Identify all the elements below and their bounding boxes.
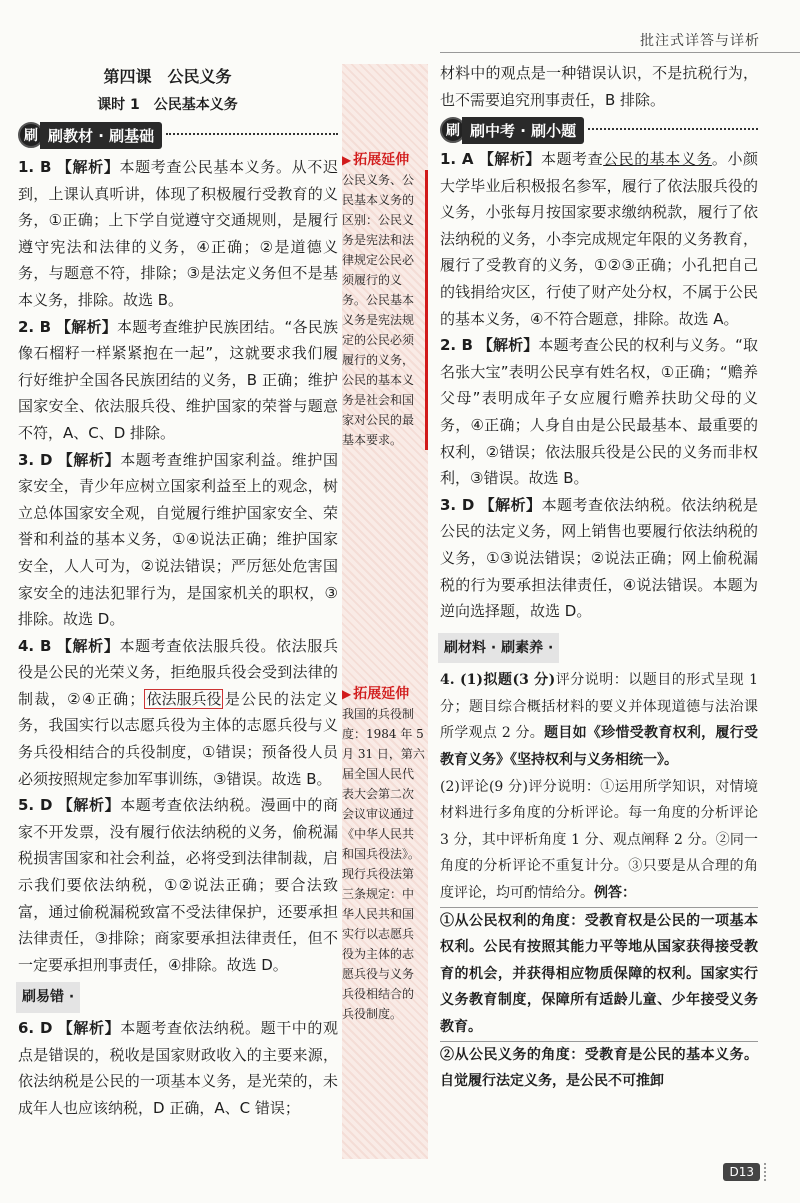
extension-title bbox=[342, 684, 428, 704]
answer-item bbox=[18, 154, 338, 314]
answer-number: 3. D bbox=[18, 450, 53, 469]
play-arrow-icon: ▶ bbox=[342, 687, 352, 701]
page-header-title: 批注式详答与详析 bbox=[640, 33, 760, 49]
answer-item bbox=[18, 1015, 338, 1121]
answer-number: 2. B bbox=[440, 336, 473, 355]
banner-divider bbox=[588, 128, 758, 132]
banner-badge: 刷 bbox=[18, 122, 44, 148]
lesson-title: 第四课 公民义务 bbox=[103, 67, 232, 86]
section-banner-textbook bbox=[18, 122, 338, 148]
analysis-tag: 【解析】 bbox=[478, 150, 541, 168]
answer-item bbox=[18, 447, 338, 633]
subsection-error-prone: 刷易错 · bbox=[16, 982, 80, 1013]
analysis-tag: 【解析】 bbox=[477, 336, 539, 355]
play-arrow-icon: ▶ bbox=[342, 153, 352, 167]
answer-item bbox=[18, 792, 338, 978]
scoring-note: 评分说明：以题目的形式呈现 1 分；题目综合概括材料的要义并体现道德与法治课所学观点 2 分。 bbox=[440, 672, 759, 742]
underlined-term: 公民的基本义务 bbox=[603, 150, 712, 168]
answer-number: 1. A bbox=[440, 150, 474, 168]
answer-text: 本题考查依法纳税。依法纳税是公民的法定义务，网上销售也要履行依法纳税的义务，①③说法错误；②说法正确；网上偷税漏税的行为要承担法律责任，④说法错误。本题为逆向选择题，故选 D。 bbox=[440, 495, 758, 621]
answer-number: 1. B bbox=[18, 158, 52, 176]
example-label: 例答： bbox=[594, 885, 636, 902]
answer-text: 本题考查维护民族团结。“各民族像石榴籽一样紧紧抱在一起”，这就要求我们履行好维护全国各民族团结的义务，B 正确；维护国家安全、依法服兵役、维护国家的荣誉与题意不符，A、C、D 排除。 bbox=[18, 317, 338, 442]
banner-title: 刷教材 · 刷基础 bbox=[40, 122, 162, 149]
answer-text: 本题考查维护国家利益。维护国家安全，青少年应树立国家利益至上的观念，树立总体国家安全观，自觉履行维护国家安全、荣誉和利益的基本义务，①④说法正确；维护国家安全，人人可为，②说法错误；严厉惩处危害国家安全的违法犯罪行为，是国家机关的职权，③排除。故选 D。 bbox=[18, 450, 338, 629]
answer-number: 4. B bbox=[18, 636, 52, 655]
answer-number: 5. D bbox=[18, 796, 53, 815]
right-answers bbox=[440, 146, 758, 1095]
banner-divider bbox=[166, 133, 338, 137]
answer-item bbox=[440, 492, 758, 625]
answer-item bbox=[440, 332, 758, 492]
answer-text: 本题考查依法纳税。漫画中的商家不开发票，没有履行依法纳税的义务，偷税漏税损害国家和社会利益，必将受到法律制裁，启示我们要依法纳税，①②说法正确；要合法致富，通过偷税漏税致富不受法律保护，还要承担法律责任，③排除；商家要承担法律责任，但不一定要承担刑事责任，④排除。故选 D。 bbox=[18, 796, 338, 974]
extension-note-1 bbox=[342, 150, 428, 450]
q4-part-1 bbox=[440, 667, 758, 773]
highlighted-term: 依法服兵役 bbox=[146, 689, 222, 708]
answer-text: 本题考查依法服兵役。依法服兵役是公民的光荣义务，拒绝服兵役会受到法律的制裁，②④正确； bbox=[18, 636, 338, 708]
header-rule bbox=[440, 52, 800, 53]
banner-title: 刷中考 · 刷小题 bbox=[462, 117, 584, 144]
sample-answer-2: ②从公民义务的角度：受教育是公民的基本义务。自觉履行法定义务，是公民不可推卸 bbox=[440, 1041, 758, 1095]
analysis-tag: 【解析】 bbox=[56, 636, 120, 655]
analysis-tag: 【解析】 bbox=[56, 158, 120, 176]
left-answers bbox=[18, 154, 338, 1121]
answer-text: 本题考查 bbox=[540, 150, 604, 168]
q4-part-2 bbox=[440, 774, 758, 907]
answer-text: 本题考查公民的权利与义务。“取名张大宝”表明公民享有姓名权，①正确；“赡养父母”表明成年子女应履行赡养扶助父母的义务，④正确；人身自由是公民最基本、最重要的权利，②错误；依法服兵役是公民的义务而非权利，③错误。故选 B。 bbox=[440, 336, 758, 488]
analysis-tag: 【解析】 bbox=[479, 495, 542, 514]
answer-number: 6. D bbox=[18, 1019, 53, 1037]
extension-body: 我国的兵役制度：1984 年 5 月 31 日，第六届全国人民代表大会第二次会议审议通过《中华人民共和国兵役法》。现行兵役法第三条规定：中华人民共和国实行以志愿兵役为主体的志愿兵役与义务兵役相结合的兵役制度。 bbox=[342, 707, 425, 1021]
answer-text: 本题考查公民基本义务。从不迟到，上课认真听讲，体现了积极履行受教育的义务，①正确；上下学自觉遵守交通规则，是履行遵守宪法和法律的义务，④正确；②是道德义务，与题意不符，排除；③是法定义务但不是基本义务，排除。故选 B。 bbox=[18, 158, 338, 309]
sample-title: 题目如《珍惜受教育权利，履行受教育义务》《坚持权利与义务相统一》。 bbox=[440, 725, 758, 769]
page-edge-marks bbox=[764, 1163, 790, 1181]
answer-number: 2. B bbox=[18, 317, 52, 336]
q4-part-label: (2)评论(9 分) bbox=[440, 778, 528, 795]
extension-title-text: 拓展延伸 bbox=[353, 686, 410, 702]
answer-item bbox=[440, 146, 758, 332]
extension-title-text: 拓展延伸 bbox=[353, 152, 410, 168]
banner-badge: 刷 bbox=[440, 117, 466, 143]
analysis-tag: 【解析】 bbox=[57, 796, 121, 815]
extension-title bbox=[342, 150, 428, 170]
answer-text: 本题考查依法纳税。题干中的观点是错误的，税收是国家财政收入的主要来源，依法纳税是公民的一项基本义务，是光荣的，未成年人也应该纳税，D 正确，A、C 错误； bbox=[18, 1019, 338, 1117]
section-banner-exam bbox=[440, 117, 758, 143]
answer-text: 是公民的法定义务，我国实行以志愿兵役为主体的志愿兵役与义务兵役相结合的兵役制度，①错误；预备役人员必须按照规定参加军事训练，③错误。故选 B。 bbox=[18, 689, 338, 788]
question-4-answer bbox=[440, 667, 758, 1095]
analysis-tag: 【解析】 bbox=[57, 450, 121, 469]
q4-part-label: 4. (1)拟题(3 分) bbox=[440, 672, 556, 689]
extension-note-2 bbox=[342, 684, 428, 1024]
right-top-continuation: 材料中的观点是一种错误认识，不是抗税行为，也不需要追究刑事责任，B 排除。 bbox=[440, 64, 758, 109]
sample-answer-1: ①从公民权利的角度：受教育权是公民的一项基本权利。公民有按照其能力平等地从国家获得接受教育的机会，并获得相应物质保障的权利。国家实行义务教育制度，保障所有适龄儿童、少年接受义务教育。 bbox=[440, 907, 758, 1041]
answer-text: 。小颜大学毕业后积极报名参军，履行了依法服兵役的义务，小张每月按国家要求缴纳税款，履行了依法纳税的义务，小李完成规定年限的义务教育，履行了受教育的义务，①②③正确；小孔把自己的钱捐给灾区，行使了财产处分权，不属于公民的基本义务，④不符合题意，排除。故选 A。 bbox=[440, 150, 758, 328]
page-number: D13 bbox=[723, 1163, 760, 1181]
period-title: 课时 1 公民基本义务 bbox=[97, 97, 238, 113]
analysis-tag: 【解析】 bbox=[57, 1019, 121, 1037]
extension-body: 公民义务、公民基本义务的区别：公民义务是宪法和法律规定公民必须履行的义务。公民基本义务是宪法规定的公民必须履行的义务，公民的基本义务是社会和国家对公民的最基本要求。 bbox=[342, 170, 428, 450]
answer-number: 3. D bbox=[440, 495, 475, 514]
analysis-tag: 【解析】 bbox=[56, 317, 117, 336]
scoring-note: 评分说明：①运用所学知识，对情境材料进行多角度的分析评论。每一角度的分析评论 3 分，其中评析角度 1 分、观点阐释 2 分。②同一角度的分析评论不重复计分。③只要是从合理的角度评论，均可酌情给分。 bbox=[440, 778, 758, 902]
answer-item bbox=[18, 314, 338, 447]
subsection-material: 刷材料 · 刷素养 · bbox=[438, 633, 559, 664]
answer-item bbox=[18, 633, 338, 793]
